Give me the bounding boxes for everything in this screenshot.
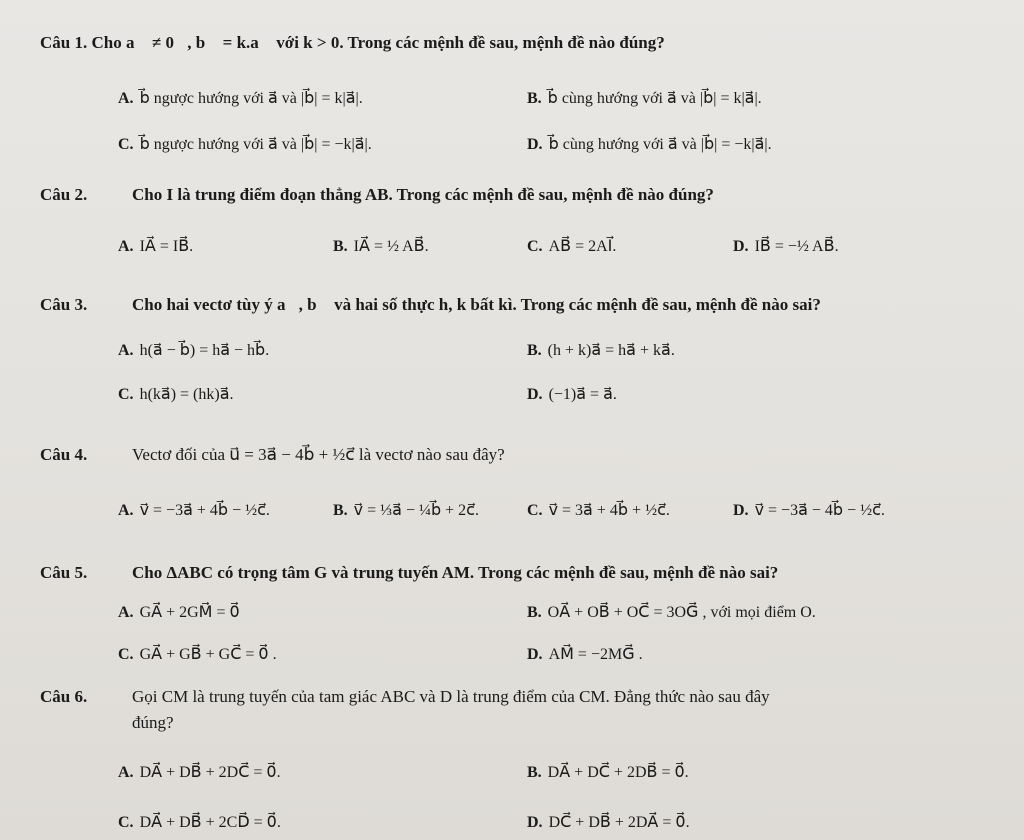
q4-option-c: C. v⃗ = 3a⃗ + 4b⃗ + ½c⃗. [527,502,670,519]
q6-option-a: A. DA⃗ + DB⃗ + 2DC⃗ = 0⃗. [118,764,281,781]
question-2-number: Câu 2. [40,185,88,204]
question-4-number: Câu 4. [40,445,88,464]
q5-option-a: A. GA⃗ + 2GM⃗ = 0⃗ [118,604,240,621]
question-5 [40,562,778,584]
question-6 [40,686,770,708]
question-6-stem-continued: đúng? [132,713,174,732]
question-2 [40,184,714,206]
q1-option-c: C. b⃗ ngược hướng với a⃗ và |b⃗| = −k|a⃗|. [118,136,372,153]
q2-option-d: D. IB⃗ = −½ AB⃗. [733,238,839,255]
question-1-number: Câu 1. [40,33,92,52]
q4-option-d: D. v⃗ = −3a⃗ − 4b⃗ − ½c⃗. [733,502,885,519]
question-3 [40,294,821,316]
question-3-number: Câu 3. [40,295,88,314]
question-6-stem: Gọi CM là trung tuyến của tam giác ABC và D là trung điểm của CM. Đẳng thức nào sau đây [132,687,770,706]
q5-option-d: D. AM⃗ = −2MG⃗ . [527,646,643,663]
question-1-stem: Cho a⃗ ≠ 0⃗, b⃗ = k.a⃗ với k > 0. Trong các mệnh đề sau, mệnh đề nào đúng? [91,33,665,52]
q3-option-a: A. h(a⃗ − b⃗) = ha⃗ − hb⃗. [118,342,270,359]
q2-option-b: B. IA⃗ = ½ AB⃗. [333,238,429,255]
question-5-stem: Cho ΔABC có trọng tâm G và trung tuyến AM. Trong các mệnh đề sau, mệnh đề nào sai? [132,563,779,582]
q3-option-d: D. (−1)a⃗ = a⃗. [527,386,617,403]
q4-option-b: B. v⃗ = ⅓a⃗ − ¼b⃗ + 2c⃗. [333,502,479,519]
q1-option-b: B. b⃗ cùng hướng với a⃗ và |b⃗| = k|a⃗|. [527,90,762,107]
question-5-number: Câu 5. [40,563,88,582]
question-1 [40,32,665,54]
q3-option-c: C. h(ka⃗) = (hk)a⃗. [118,386,234,403]
q6-option-d: D. DC⃗ + DB⃗ + 2DA⃗ = 0⃗. [527,814,690,831]
question-6-number: Câu 6. [40,687,88,706]
q6-option-c: C. DA⃗ + DB⃗ + 2CD⃗ = 0⃗. [118,814,281,831]
q5-option-b: B. OA⃗ + OB⃗ + OC⃗ = 3OG⃗ , với mọi điểm O. [527,604,816,621]
q4-option-a: A. v⃗ = −3a⃗ + 4b⃗ − ½c⃗. [118,502,270,519]
q2-option-a: A. IA⃗ = IB⃗. [118,238,194,255]
q6-option-b: B. DA⃗ + DC⃗ + 2DB⃗ = 0⃗. [527,764,689,781]
q3-option-b: B. (h + k)a⃗ = ha⃗ + ka⃗. [527,342,675,359]
q1-option-d: D. b⃗ cùng hướng với a⃗ và |b⃗| = −k|a⃗|. [527,136,772,153]
question-4-stem: Vectơ đối của u⃗ = 3a⃗ − 4b⃗ + ½c⃗ là vectơ nào sau đây? [132,445,505,464]
question-2-stem: Cho I là trung điểm đoạn thẳng AB. Trong các mệnh đề sau, mệnh đề nào đúng? [132,185,714,204]
question-4 [40,444,505,466]
q2-option-c: C. AB⃗ = 2AI⃗. [527,238,617,255]
q5-option-c: C. GA⃗ + GB⃗ + GC⃗ = 0⃗ . [118,646,277,663]
q1-option-a: A. b⃗ ngược hướng với a⃗ và |b⃗| = k|a⃗|. [118,90,363,107]
question-3-stem: Cho hai vectơ tùy ý a⃗, b⃗ và hai số thực h, k bất kì. Trong các mệnh đề sau, mệnh đề nào sai? [132,295,821,314]
